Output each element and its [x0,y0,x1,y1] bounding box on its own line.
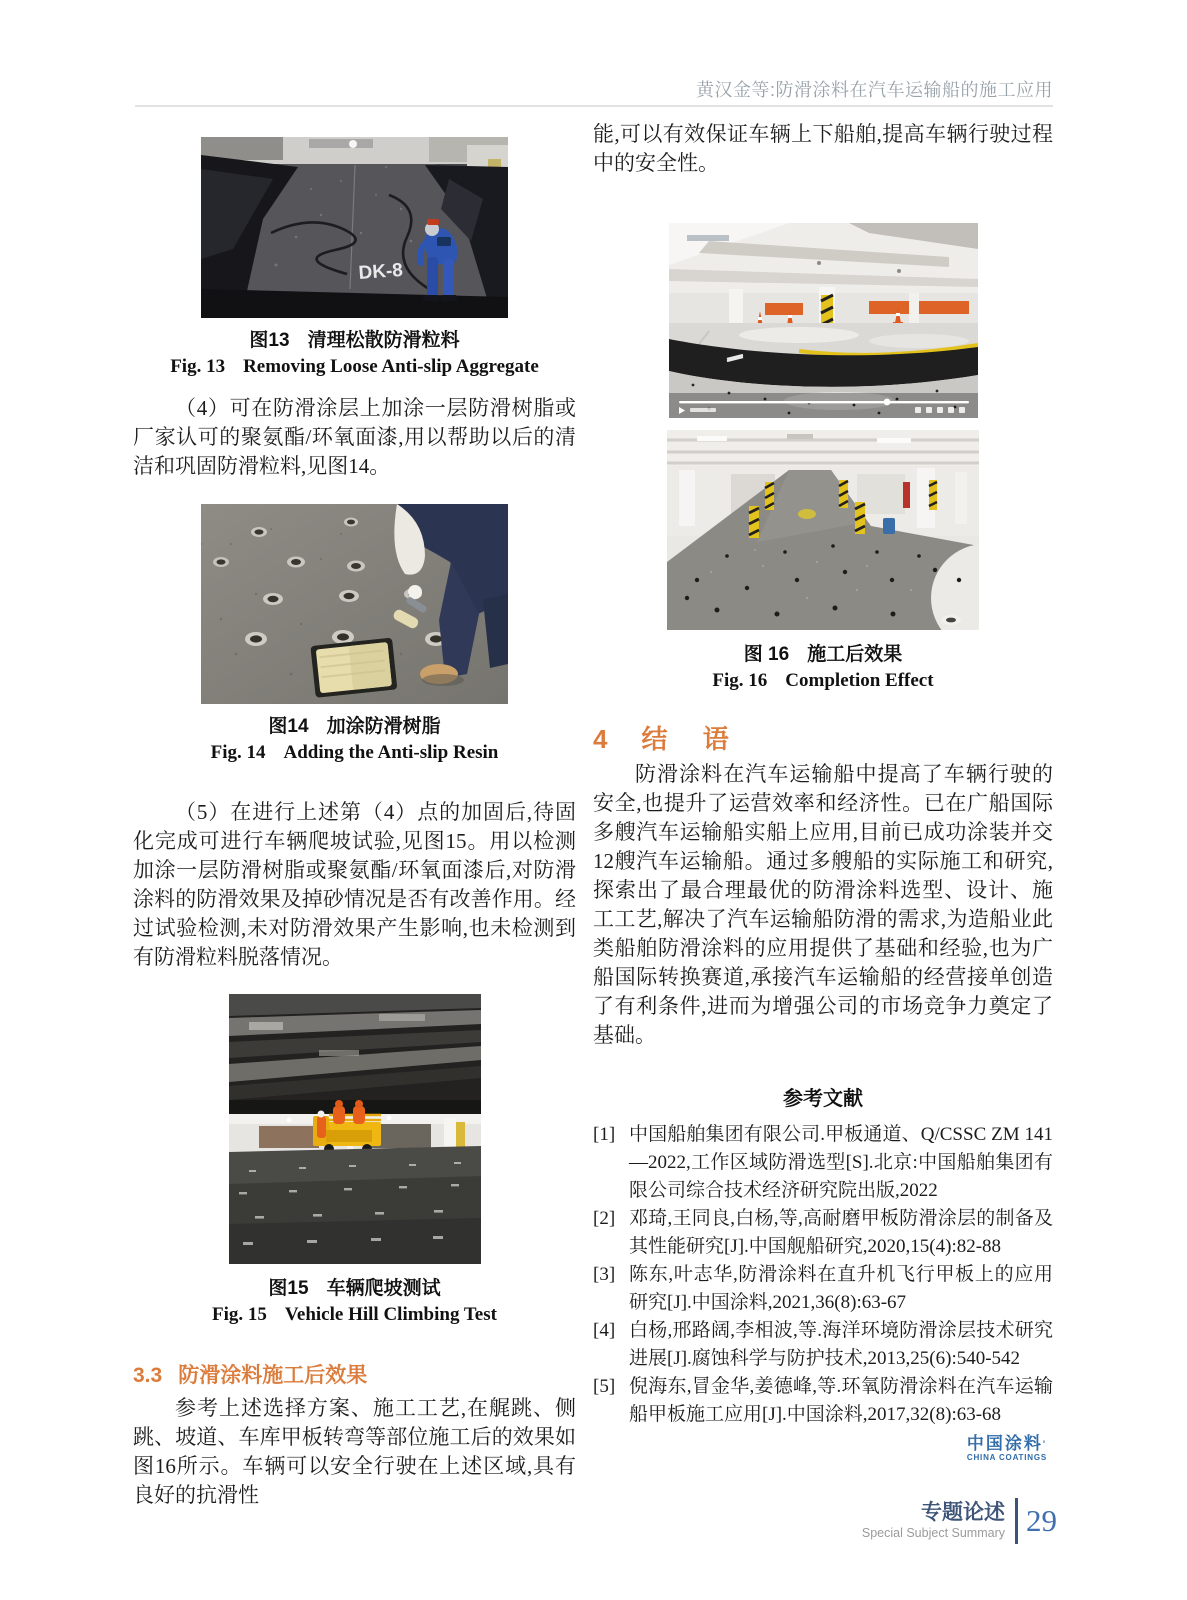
section-4-title: 结 语 [641,724,743,754]
section-3-3-heading [133,1362,576,1390]
figure-15-zh-label: 图15 [268,1278,309,1299]
figure-13-en-label: Fig. 13 [170,356,226,377]
figure-13 [133,137,576,380]
figure-14-caption [133,714,576,766]
figure-14-en-title: Adding the Anti-slip Resin [283,742,499,763]
reference-item [593,1261,1053,1317]
figure-16-caption [593,642,1053,694]
paragraph-continued: 能,可以有效保证车辆上下船舶,提高车辆行驶过程中的安全性。 [593,122,1053,175]
footer-section-zh: 专题论述 [921,1501,1005,1524]
reference-item [593,1373,1053,1429]
reference-text: 中国船舶集团有限公司.甲板通道、Q/CSSC ZM 141—2022,工作区域防滑选型[S].北京:中国船舶集团有限公司综合技术经济研究院出版,2022 [629,1124,1053,1201]
video-progress-bar [679,401,969,403]
section-3-3-number: 3.3 [133,1364,163,1387]
figure-14-en-label: Fig. 14 [210,742,266,763]
figure-13-caption [133,328,576,380]
china-coatings-logo: 中国涂料' CHINA COATINGS [593,1435,1053,1463]
reference-marker: [1] [593,1124,616,1145]
reference-item [593,1205,1053,1261]
figure-15-en-title: Vehicle Hill Climbing Test [284,1304,497,1325]
figure-16-photo-top [669,223,978,418]
figure-13-photo [201,137,508,318]
footer-divider-bar [1015,1498,1018,1544]
page-footer [862,1498,1057,1544]
figure-14-photo [201,504,508,704]
figure-16-zh-title: 施工后效果 [807,644,903,665]
footer-section-en: Special Subject Summary [861,1526,1005,1540]
references-list [593,1121,1053,1429]
logo-en-text: CHINA COATINGS [966,1453,1047,1462]
figure-16 [593,223,1053,694]
resin-tray [310,638,397,698]
paragraph-step4: （4）可在防滑涂层上加涂一层防滑树脂或厂家认可的聚氨酯/环氧面漆,用以帮助以后的清洁和巩固防滑粒料,见图14。 [133,396,576,478]
figure-13-zh-title: 清理松散防滑粒料 [307,330,460,351]
reference-text: 邓琦,王同良,白杨,等,高耐磨甲板防滑涂层的制备及其性能研究[J].中国舰船研究,2020,15(4):82-88 [629,1208,1053,1257]
figure-16-en-title: Completion Effect [785,670,934,691]
reference-marker: [4] [593,1320,616,1341]
references-heading: 参考文献 [783,1088,863,1110]
figure-15-en-label: Fig. 15 [212,1304,267,1325]
video-player-controls [669,393,978,418]
figure-16-zh-label: 图 16 [743,644,790,665]
figure-13-en-title: Removing Loose Anti-slip Aggregate [243,356,539,377]
ceiling-structure [229,994,481,1114]
figure-15-caption [133,1276,576,1328]
section-4-heading [593,722,1053,756]
reference-text: 倪海东,冒金华,姜德峰,等.环氧防滑涂料在汽车运输船甲板施工应用[J].中国涂料,2017,32(8):63-68 [629,1376,1053,1425]
figure-16-photo-bottom [667,430,979,630]
section-4-number: 4 [593,724,622,754]
figure-14 [133,504,576,766]
figure-15-photo [229,994,481,1264]
paragraph-3-3: 参考上述选择方案、施工工艺,在艉跳、侧跳、坡道、车库甲板转弯等部位施工后的效果如图16所示。车辆可以安全行驶在上述区域,具有良好的抗滑性 [133,1396,576,1507]
left-column [133,120,576,1510]
figure-14-zh-label: 图14 [268,716,309,737]
section-3-3-title: 防滑涂料施工后效果 [178,1364,368,1387]
reference-marker: [5] [593,1376,616,1397]
logo-zh-text: 中国涂料 [966,1434,1043,1453]
deck-marking-label: DK-8 [357,259,404,284]
paragraph-step5: （5）在进行上述第（4）点的加固后,待固化完成可进行车辆爬坡试验,见图15。用以检测加涂一层防滑树脂或聚氨酯/环氧面漆后,对防滑涂料的防滑效果及掉砂情况是否有改善作用。经过试验检测,未对防滑效果产生影响,也未检测到有防滑粒料脱落情况。 [133,800,576,969]
reference-item [593,1121,1053,1205]
figure-15-zh-title: 车辆爬坡测试 [326,1278,441,1299]
figure-14-zh-title: 加涂防滑树脂 [326,716,441,737]
reference-text: 白杨,邢路阔,李相波,等.海洋环境防滑涂层技术研究进展[J].腐蚀科学与防护技术,2013,25(6):540-542 [629,1320,1053,1369]
reference-marker: [2] [593,1208,616,1229]
deck-foreground [229,1146,481,1264]
right-column [593,112,1053,1463]
figure-15 [133,994,576,1328]
video-progress-handle [883,399,890,406]
reference-text: 陈东,叶志华,防滑涂料在直升机飞行甲板上的应用研究[J].中国涂料,2021,36(8):63-67 [629,1264,1053,1313]
running-head: 黄汉金等:防滑涂料在汽车运输船的施工应用 [696,80,1053,100]
figure-13-zh-label: 图13 [249,330,290,351]
ceiling [667,430,979,466]
blue-bin [883,518,895,534]
header-rule [135,105,1053,107]
figure-16-en-label: Fig. 16 [712,670,768,691]
reference-marker: [3] [593,1264,616,1285]
page-number: 29 [1026,1503,1057,1538]
paragraph-conclusion: 防滑涂料在汽车运输船中提高了车辆行驶的安全,也提升了运营效率和经济性。已在广船国际多艘汽车运输船实船上应用,目前已成功涂装并交12艘汽车运输船。通过多艘船的实际施工和研究,探索出了最合理最优的防滑涂料选型、设计、施工工艺,解决了汽车运输船防滑的需求,为造船业此类船舶防滑涂料的应用提供了基础和经验,也为广船国际转换赛道,承接汽车运输船的经营接单创造了有利条件,进而为增强公司的市场竞争力奠定了基础。 [593,762,1053,1047]
reference-item [593,1317,1053,1373]
